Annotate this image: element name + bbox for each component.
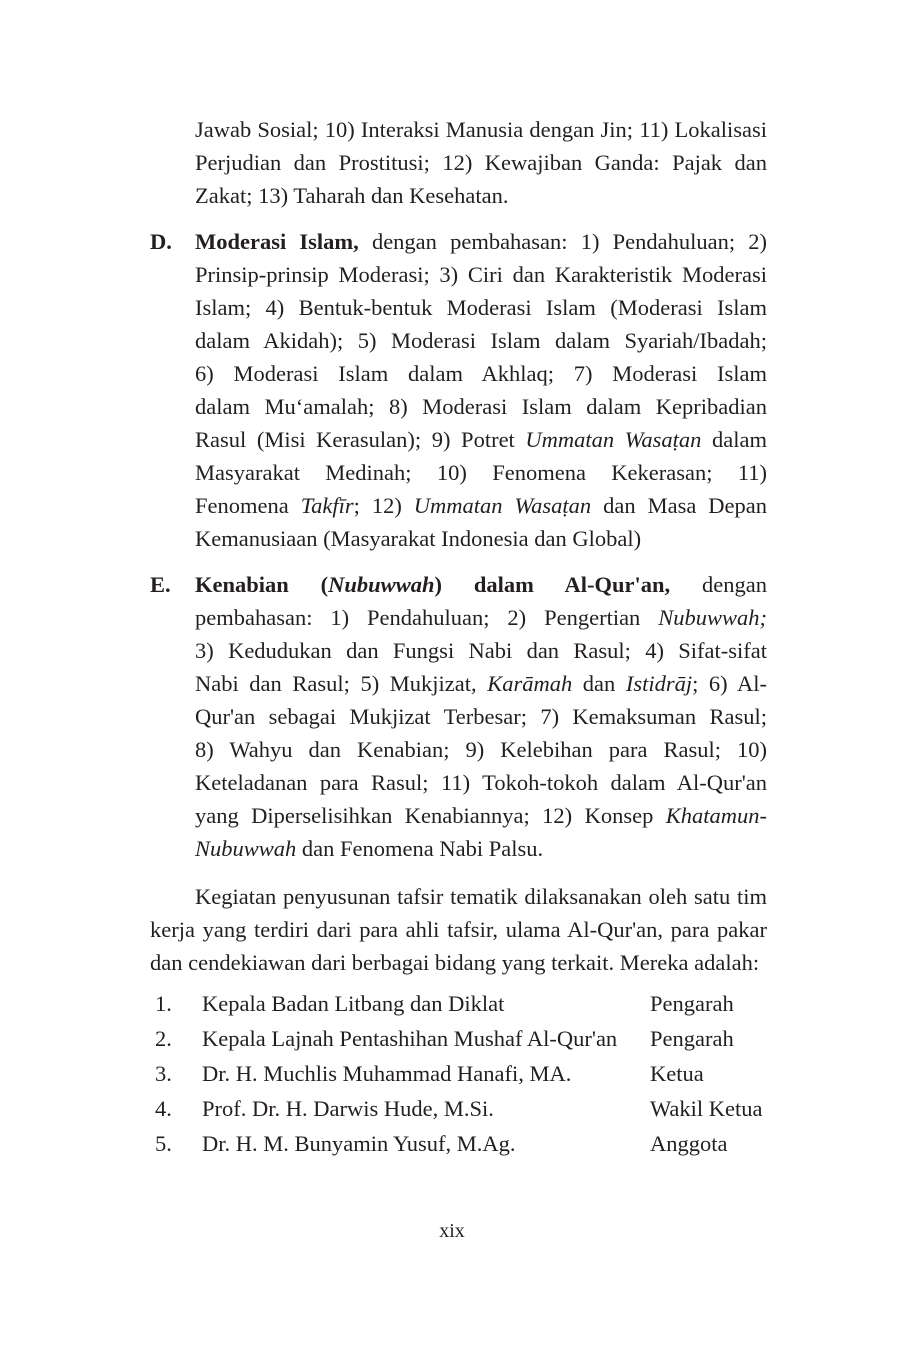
member-role: Ketua — [650, 1061, 704, 1086]
member-name: Prof. Dr. H. Darwis Hude, M.Si. — [202, 1096, 494, 1121]
text-line: Qur'an sebagai Mukjizat Terbesar; 7) Kemaksuman Rasul; — [195, 704, 767, 729]
text-line: Fenomena Takfīr; 12) Ummatan Wasaṭan dan Masa Depan — [195, 493, 767, 518]
member-role: Pengarah — [650, 991, 734, 1016]
text-line: 3) Kedudukan dan Fungsi Nabi dan Rasul; 4) Sifat-sifat — [195, 638, 767, 663]
section-title: Kenabian (Nubuwwah) dalam Al-Qur'an, — [195, 572, 671, 597]
section-marker: D. — [150, 229, 172, 254]
member-name: Dr. H. M. Bunyamin Yusuf, M.Ag. — [202, 1131, 516, 1156]
italic-term: Ummatan Wasaṭan — [413, 493, 592, 518]
text-line: Kenabian (Nubuwwah) dalam Al-Qur'an, dengan — [195, 572, 767, 597]
member-role: Anggota — [650, 1131, 728, 1156]
team-member-row — [0, 1126, 904, 1161]
text-line: 6) Moderasi Islam dalam Akhlaq; 7) Moderasi Islam — [195, 361, 767, 386]
text-line: Nubuwwah dan Fenomena Nabi Palsu. — [195, 836, 544, 861]
text-line: Zakat; 13) Taharah dan Kesehatan. — [195, 183, 509, 208]
text-line: Jawab Sosial; 10) Interaksi Manusia dengan Jin; 11) Lokalisasi — [195, 117, 767, 142]
text-line: Nabi dan Rasul; 5) Mukjizat, Karāmah dan Istidrāj; 6) Al- — [195, 671, 767, 696]
row-number: 1. — [155, 991, 172, 1016]
section-title: Moderasi Islam, — [195, 229, 359, 254]
team-member-row — [0, 986, 904, 1021]
member-role: Wakil Ketua — [650, 1096, 763, 1121]
text-line: Kemanusiaan (Masyarakat Indonesia dan Global) — [195, 526, 642, 551]
text-line: Masyarakat Medinah; 10) Fenomena Kekerasan; 11) — [195, 460, 767, 485]
text-line: kerja yang terdiri dari para ahli tafsir, ulama Al-Qur'an, para pakar — [150, 917, 767, 942]
text-line: 8) Wahyu dan Kenabian; 9) Kelebihan para Rasul; 10) — [195, 737, 767, 762]
text-line: Kegiatan penyusunan tafsir tematik dilaksanakan oleh satu tim — [195, 884, 767, 909]
text-line: Keteladanan para Rasul; 11) Tokoh-tokoh dalam Al-Qur'an — [195, 770, 767, 795]
italic-term: Karāmah — [487, 671, 573, 696]
text-line: Islam; 4) Bentuk-bentuk Moderasi Islam (Moderasi Islam — [195, 295, 767, 320]
text-line: dan cendekiawan dari berbagai bidang yang terkait. Mereka adalah: — [150, 950, 760, 975]
text-line: Prinsip-prinsip Moderasi; 3) Ciri dan Karakteristik Moderasi — [195, 262, 767, 287]
italic-term: Istidrāj — [625, 671, 693, 696]
text-line: dalam Akidah); 5) Moderasi Islam dalam Syariah/Ibadah; — [195, 328, 767, 353]
row-number: 4. — [155, 1096, 172, 1121]
text-line: Rasul (Misi Kerasulan); 9) Potret Ummatan Wasaṭan dalam — [195, 427, 768, 452]
text-line: pembahasan: 1) Pendahuluan; 2) Pengertian Nubuwwah; — [195, 605, 767, 630]
member-name: Dr. H. Muchlis Muhammad Hanafi, MA. — [202, 1061, 572, 1086]
team-member-row — [0, 1056, 904, 1091]
text-line: Perjudian dan Prostitusi; 12) Kewajiban Ganda: Pajak dan — [195, 150, 767, 175]
member-role: Pengarah — [650, 1026, 734, 1051]
italic-term: Nubuwwah; — [658, 605, 767, 630]
row-number: 2. — [155, 1026, 172, 1051]
team-member-row — [0, 1091, 904, 1126]
team-member-row — [0, 1021, 904, 1056]
text-line: yang Diperselisihkan Kenabiannya; 12) Konsep Khatamun- — [195, 803, 767, 828]
member-name: Kepala Badan Litbang dan Diklat — [202, 991, 505, 1016]
section-marker: E. — [150, 572, 171, 597]
page-number: xix — [439, 1220, 465, 1242]
row-number: 3. — [155, 1061, 172, 1086]
italic-term: Nubuwwah — [195, 836, 297, 861]
member-name: Kepala Lajnah Pentashihan Mushaf Al-Qur'an — [202, 1026, 618, 1051]
italic-term: Takfīr — [300, 493, 354, 518]
italic-term: Ummatan Wasaṭan — [525, 427, 702, 452]
text-line: dalam Mu‘amalah; 8) Moderasi Islam dalam Kepribadian — [195, 394, 767, 419]
text-line: Moderasi Islam, dengan pembahasan: 1) Pendahuluan; 2) — [195, 229, 767, 254]
row-number: 5. — [155, 1131, 172, 1156]
italic-term: Khatamun- — [665, 803, 767, 828]
